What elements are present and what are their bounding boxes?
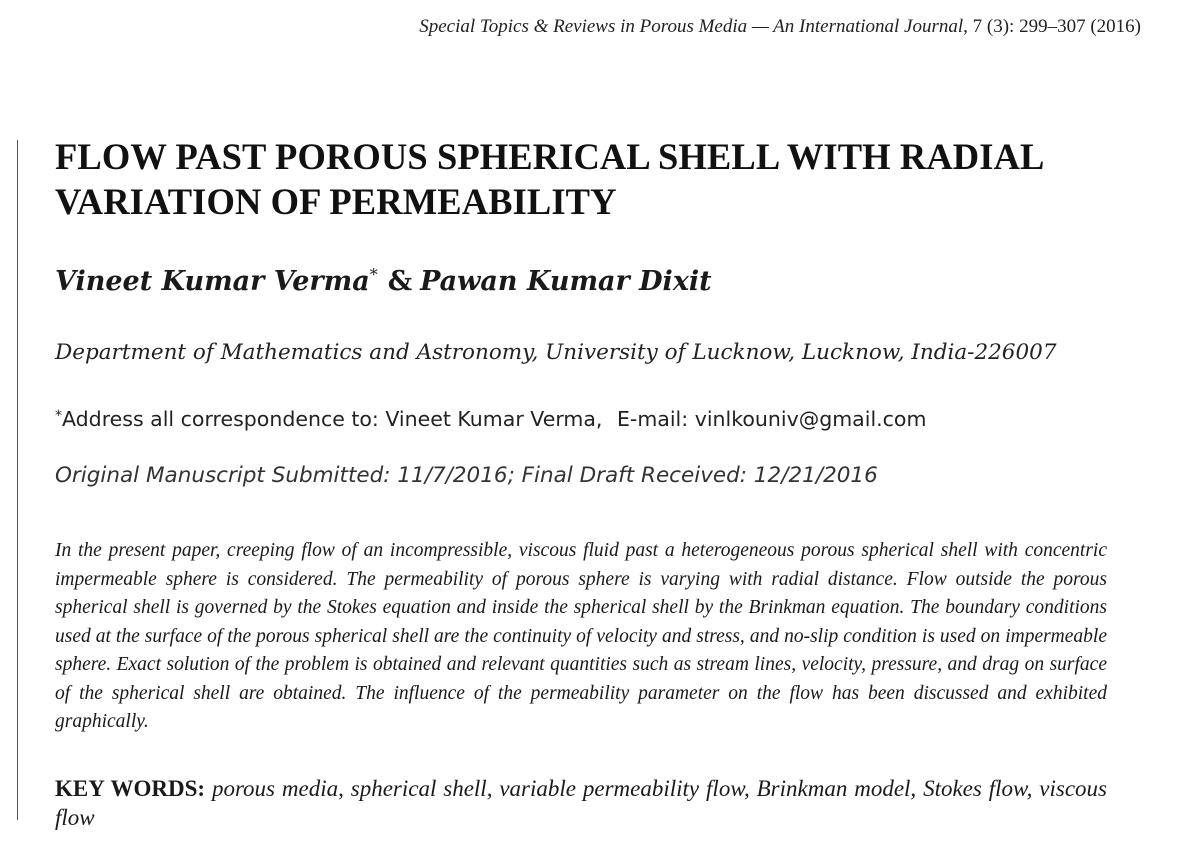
affiliation: Department of Mathematics and Astronomy, University of Lucknow, Lucknow, India-226007 <box>55 340 1057 365</box>
corresponding-author-mark: * <box>369 265 378 284</box>
margin-rule <box>17 140 18 820</box>
keywords <box>55 774 1107 832</box>
abstract: In the present paper, creeping flow of an incompressible, viscous fluid past a heterogeneous porous spherical shell with concentric impermeable sphere is considered. The permeability of porous sphere is varying with radial distance. Flow outside the porous spherical shell is governed by the Stokes equation and inside the spherical shell by the Brinkman equation. The boundary conditions used at the surface of the porous spherical shell are the continuity of velocity and stress, and no-slip condition is used on impermeable sphere. Exact solution of the problem is obtained and relevant quantities such as stream lines, velocity, pressure, and drag on surface of the spherical shell are obtained. The influence of the permeability parameter on the flow has been discussed and exhibited graphically. <box>55 540 1107 732</box>
correspondence-mark: * <box>55 408 62 424</box>
author-separator: & <box>387 266 413 297</box>
email-address: vinlkouniv@gmail.com <box>694 407 927 431</box>
email-label: E-mail: <box>616 407 689 431</box>
author-first: Vineet Kumar Verma <box>55 266 370 297</box>
keywords-label: KEY WORDS: <box>55 776 206 801</box>
paper-title: FLOW PAST POROUS SPHERICAL SHELL WITH RADIAL VARIATION OF PERMEABILITY <box>55 136 1043 222</box>
manuscript-dates: Original Manuscript Submitted: 11/7/2016; Final Draft Received: 12/21/2016 <box>55 463 878 488</box>
journal-citation: , 7 (3): 299–307 (2016) <box>963 16 1141 37</box>
journal-name: Special Topics & Reviews in Porous Media — An International Journal <box>419 16 964 37</box>
running-header <box>419 16 1141 38</box>
correspondence-text: Address all correspondence to: Vineet Kumar Verma, <box>62 407 603 431</box>
correspondence-line <box>55 407 926 431</box>
keywords-list: porous media, spherical shell, variable permeability flow, Brinkman model, Stokes flow, viscous flow <box>55 776 1108 830</box>
author-second: Pawan Kumar Dixit <box>420 266 712 297</box>
author-line <box>55 265 712 297</box>
